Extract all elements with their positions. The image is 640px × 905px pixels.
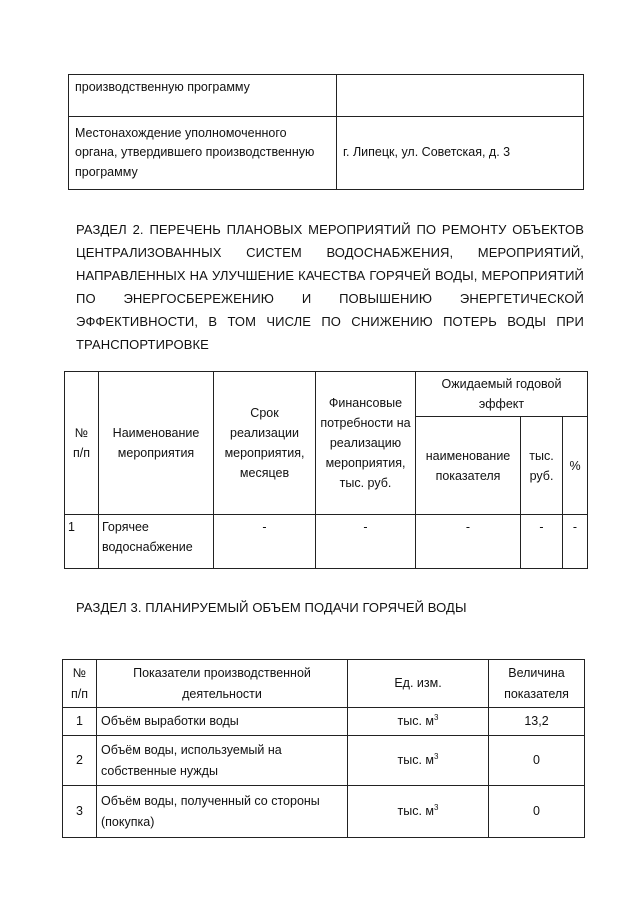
header-num: № п/п: [65, 372, 99, 515]
header-term: Срок реализации мероприятия, месяцев: [214, 372, 316, 515]
cell-num: 2: [63, 736, 97, 786]
header-indicator: Показатели производственной деятельности: [97, 660, 348, 708]
table-cell-label: Местонахождение уполномоченного органа, утвердившего производственную программу: [69, 117, 337, 190]
header-indicator: наименование показателя: [416, 417, 521, 515]
cell-unit: [348, 786, 489, 838]
table-header-row: [63, 660, 585, 708]
header-num: № п/п: [63, 660, 97, 708]
planned-measures-table: [64, 371, 588, 569]
table-row: [63, 786, 585, 838]
unit-superscript: 3: [434, 752, 439, 762]
table-cell-value: г. Липецк, ул. Советская, д. 3: [337, 117, 584, 190]
cell-indicator: Объём воды, полученный со стороны (покупка): [97, 786, 348, 838]
cell-value: 13,2: [489, 708, 585, 736]
cell-num: 3: [63, 786, 97, 838]
cell-indicator: Объём воды, используемый на собственные нужды: [97, 736, 348, 786]
cell-percent: -: [563, 515, 588, 569]
header-value: Величина показателя: [489, 660, 585, 708]
unit-text: тыс. м: [397, 804, 435, 819]
cell-num: 1: [63, 708, 97, 736]
table-row: [63, 708, 585, 736]
cell-rub: -: [521, 515, 563, 569]
cell-finance: -: [316, 515, 416, 569]
unit-superscript: 3: [434, 803, 439, 813]
table-cell-label: производственную программу: [69, 75, 337, 117]
cell-term: -: [214, 515, 316, 569]
cell-indicator: Объём выработки воды: [97, 708, 348, 736]
unit-text: тыс. м: [397, 753, 435, 768]
unit-text: тыс. м: [397, 714, 435, 729]
table-cell-value: [337, 75, 584, 117]
unit-superscript: 3: [434, 713, 439, 723]
cell-unit: [348, 708, 489, 736]
table-header-row: [65, 372, 588, 417]
table-row: [69, 117, 584, 190]
header-finance: Финансовые потребности на реализацию мероприятия, тыс. руб.: [316, 372, 416, 515]
cell-value: 0: [489, 786, 585, 838]
cell-unit: [348, 736, 489, 786]
program-info-table: [68, 74, 584, 190]
cell-name: Горячее водоснабжение: [99, 515, 214, 569]
cell-indicator: -: [416, 515, 521, 569]
header-percent: %: [563, 417, 588, 515]
header-name: Наименование мероприятия: [99, 372, 214, 515]
cell-value: 0: [489, 736, 585, 786]
table-row: [69, 75, 584, 117]
section-3-title: РАЗДЕЛ 3. ПЛАНИРУЕМЫЙ ОБЪЕМ ПОДАЧИ ГОРЯЧЕЙ ВОДЫ: [76, 600, 467, 615]
header-rub: тыс. руб.: [521, 417, 563, 515]
header-unit: Ед. изм.: [348, 660, 489, 708]
table-row: [65, 515, 588, 569]
cell-num: 1: [65, 515, 99, 569]
table-row: [63, 736, 585, 786]
section-2-title: РАЗДЕЛ 2. ПЕРЕЧЕНЬ ПЛАНОВЫХ МЕРОПРИЯТИЙ ПО РЕМОНТУ ОБЪЕКТОВ ЦЕНТРАЛИЗОВАННЫХ СИСТЕМ ВОДОСНАБЖЕНИЯ, МЕРОПРИЯТИЙ, НАПРАВЛЕННЫХ НА УЛУЧШЕНИЕ КАЧЕСТВА ГОРЯЧЕЙ ВОДЫ, МЕРОПРИЯТИЙ ПО ЭНЕРГОСБЕРЕЖЕНИЮ И ПОВЫШЕНИЮ ЭНЕРГЕТИЧЕСКОЙ ЭФФЕКТИВНОСТИ, В ТОМ ЧИСЛЕ ПО СНИЖЕНИЮ ПОТЕРЬ ВОДЫ ПРИ ТРАНСПОРТИРОВКЕ: [76, 222, 584, 352]
supply-volume-table: [62, 659, 585, 838]
header-effect: Ожидаемый годовой эффект: [416, 372, 588, 417]
